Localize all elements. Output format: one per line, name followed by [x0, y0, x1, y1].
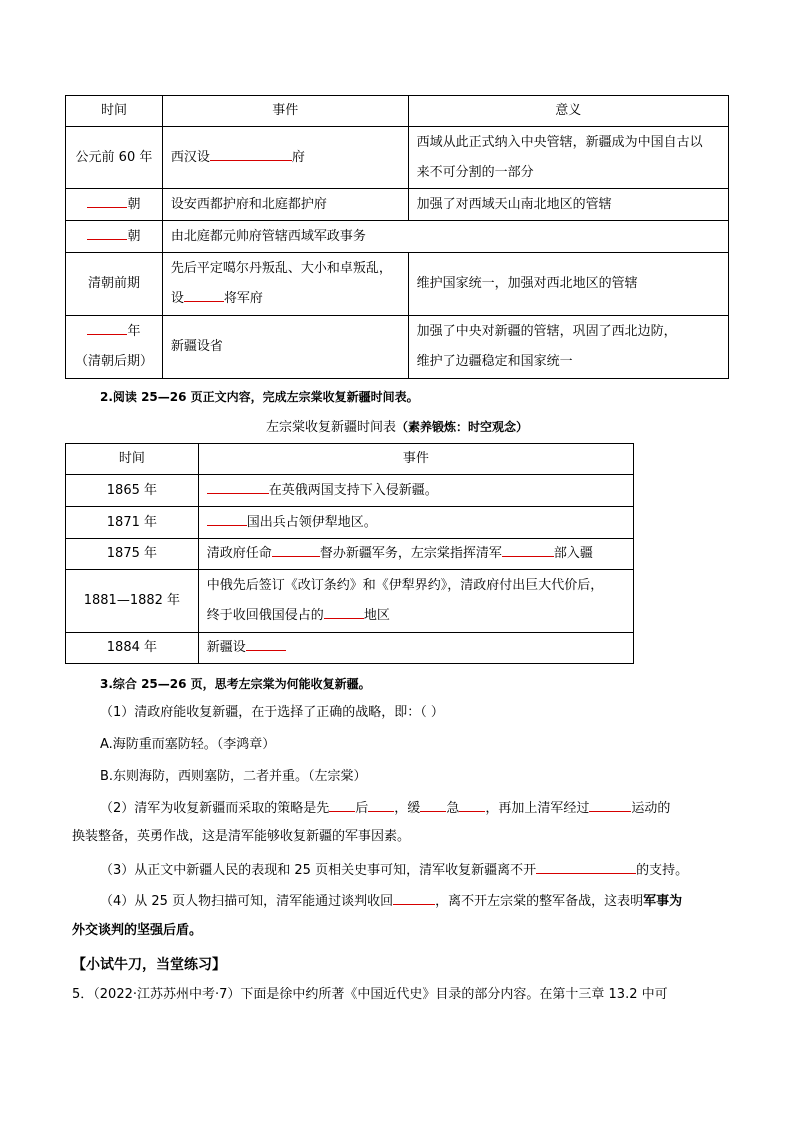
event-line: 先后平定噶尔丹叛乱、大小和卓叛乱，: [170, 261, 392, 276]
event-line: 中俄先后签订《改订条约》和《伊犁界约》，清政府付出巨大代价后，: [206, 578, 604, 593]
event-text: 在英俄两国支持下入侵新疆。: [268, 482, 438, 498]
row-event: [162, 253, 408, 316]
header-meaning: 意义: [408, 96, 728, 127]
event-text: 府: [291, 149, 305, 165]
row-event: [198, 633, 633, 664]
row-event: [198, 475, 633, 507]
question-3-sub-4-cont: 外交谈判的坚强后盾。: [72, 923, 203, 938]
answer-blank[interactable]: [184, 287, 224, 302]
event-text: 设: [170, 291, 184, 306]
answer-blank[interactable]: [272, 542, 320, 557]
text-fragment: 急: [446, 801, 460, 816]
table-row: [66, 475, 634, 507]
answer-blank[interactable]: [536, 859, 636, 874]
time-suffix: 朝: [127, 196, 141, 212]
meaning-line: 维护了边疆稳定和国家统一: [416, 354, 573, 369]
row-event: 由北庭都元帅府管辖西域军政事务: [162, 221, 728, 253]
answer-blank[interactable]: [393, 890, 435, 905]
event-line: [207, 601, 625, 631]
header-event: 事件: [162, 96, 408, 127]
answer-blank[interactable]: [207, 511, 247, 526]
answer-blank[interactable]: [87, 225, 127, 240]
event-text: 清政府任命: [206, 546, 272, 561]
answer-blank[interactable]: [87, 320, 127, 335]
table-header-row: [66, 444, 634, 475]
row-meaning: 加强了对西域天山南北地区的管辖: [408, 189, 728, 221]
event-text: 国出兵占领伊犁地区。: [246, 514, 377, 530]
row-meaning: [408, 127, 728, 189]
event-text: 新疆设: [206, 640, 246, 655]
header-time: 时间: [66, 444, 199, 475]
table-row: [66, 316, 729, 379]
answer-blank[interactable]: [324, 604, 364, 619]
emphasis-text: 军事为: [643, 894, 683, 909]
text-fragment: ，离不开左宗棠的整军备战，这表明: [435, 894, 644, 909]
header-time: 时间: [66, 96, 163, 127]
row-time: 1884 年: [66, 633, 199, 664]
table-row: [66, 539, 634, 570]
table-row: [66, 633, 634, 664]
row-event: [198, 507, 633, 539]
question-3-sub-2: [100, 797, 736, 819]
text-fragment: ，再加上清军经过: [485, 801, 590, 816]
answer-blank[interactable]: [368, 797, 394, 812]
row-time: [66, 189, 163, 221]
time-line: [74, 317, 154, 347]
row-event: 新疆设省: [162, 316, 408, 379]
question-3-sub-1: （1）清政府能收复新疆，在于选择了正确的战略，即：（ ）: [100, 705, 444, 720]
question-3-sub-4: [100, 890, 736, 912]
timeline-table: [65, 443, 634, 664]
table-header-row: [66, 96, 729, 127]
caption-text: 左宗棠收复新疆时间表: [265, 420, 396, 435]
event-text: 西汉设: [170, 149, 210, 165]
answer-blank[interactable]: [329, 797, 355, 812]
row-time: 清朝前期: [66, 253, 163, 316]
text-fragment: 运动的: [631, 801, 671, 816]
meaning-line: 加强了中央对新疆的管辖，巩固了西北边防，: [416, 324, 677, 339]
row-time: 1871 年: [66, 507, 199, 539]
answer-blank[interactable]: [207, 479, 269, 494]
event-text: 部入疆: [553, 546, 593, 561]
table-row: [66, 507, 634, 539]
meaning-line: 西域从此正式纳入中央管辖，新疆成为中国自古以: [416, 134, 703, 150]
answer-blank[interactable]: [210, 146, 292, 161]
time-suffix: 年: [127, 324, 141, 339]
answer-blank[interactable]: [589, 797, 631, 812]
row-meaning: 维护国家统一，加强对西北地区的管辖: [408, 253, 728, 316]
row-time: 1881—1882 年: [66, 570, 199, 633]
row-time: [66, 316, 163, 379]
table-caption: [0, 416, 794, 435]
event-text: 地区: [363, 608, 390, 623]
header-event: 事件: [198, 444, 633, 475]
answer-blank[interactable]: [246, 636, 286, 651]
question-5: 5．（2022·江苏苏州中考·7）下面是徐中约所著《中国近代史》目录的部分内容。在第十三章 13.2 中可: [72, 987, 668, 1002]
text-fragment: 后: [355, 801, 369, 816]
table-row: [66, 189, 729, 221]
answer-blank[interactable]: [87, 193, 127, 208]
answer-blank[interactable]: [459, 797, 485, 812]
row-time: 1875 年: [66, 539, 199, 570]
table-row: [66, 253, 729, 316]
question-3-sub-3: [100, 859, 736, 881]
time-line: （清朝后期）: [74, 354, 153, 369]
text-fragment: ，缓: [394, 801, 421, 816]
text-fragment: （4）从 25 页人物扫描可知，清军能通过谈判收回: [100, 894, 394, 909]
event-text: 将军府: [223, 291, 263, 306]
caption-annotation: （素养锻炼：时空观念）: [396, 420, 529, 434]
row-event: 设安西都护府和北庭都护府: [162, 189, 408, 221]
text-fragment: 的支持。: [636, 863, 689, 878]
practice-heading: 【小试牛刀，当堂练习】: [72, 957, 226, 973]
table-row: [66, 221, 729, 253]
option-b: B.东则海防，西则塞防，二者并重。（左宗棠）: [100, 769, 367, 784]
time-suffix: 朝: [127, 228, 141, 244]
row-time: 公元前 60 年: [66, 127, 163, 189]
row-event: [162, 127, 408, 189]
option-a: A.海防重而塞防轻。（李鸿章）: [100, 737, 276, 752]
text-fragment: （2）清军为收复新疆而采取的策略是先: [100, 801, 330, 816]
question-3-sub-2-cont: 换装整备，英勇作战，这是清军能够收复新疆的军事因素。: [72, 829, 411, 844]
table-row: [66, 570, 634, 633]
answer-blank[interactable]: [420, 797, 446, 812]
text-fragment: （3）从正文中新疆人民的表现和 25 页相关史事可知，清军收复新疆离不开: [100, 863, 537, 878]
row-time: 1865 年: [66, 475, 199, 507]
row-event: [198, 570, 633, 633]
question-3-instruction: 3.综合 25—26 页，思考左宗棠为何能收复新疆。: [100, 677, 371, 691]
event-text: 终于收回俄国侵占的: [206, 608, 324, 623]
table-row: [66, 127, 729, 189]
meaning-line: 来不可分割的一部分: [416, 164, 534, 180]
answer-blank[interactable]: [502, 542, 554, 557]
row-event: [198, 539, 633, 570]
row-time: [66, 221, 163, 253]
history-table: [65, 95, 729, 379]
question-2-instruction: 2.阅读 25—26 页正文内容，完成左宗棠收复新疆时间表。: [100, 390, 419, 404]
row-meaning: [408, 316, 728, 379]
event-line: [171, 284, 400, 314]
event-text: 督办新疆军务，左宗棠指挥清军: [319, 546, 502, 561]
